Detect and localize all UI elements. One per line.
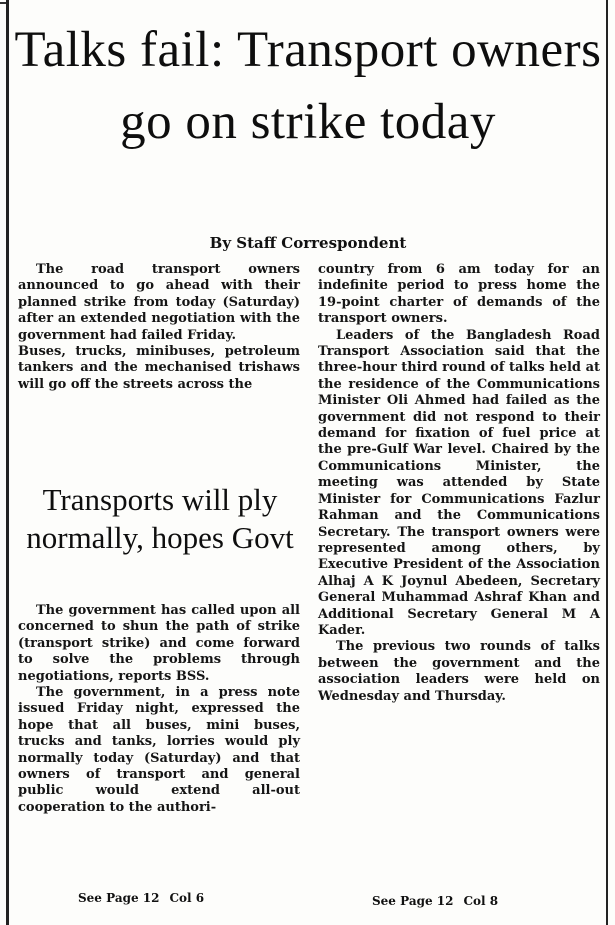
main-story-paragraph: The previous two rounds of talks between the government and the association leaders were held on Wednesday and Thursday. xyxy=(318,639,600,704)
jump-page-text: See Page 12 xyxy=(372,894,454,908)
main-story-paragraph: country from 6 am today for an indefinite period to press home the 19-point charter of demands of the transport owners. xyxy=(318,262,600,327)
byline: By Staff Correspondent xyxy=(209,234,407,252)
main-story-paragraph: The road transport owners announced to go ahead with their planned strike from today (Saturday) after an extended negotiation with the government had failed Friday. xyxy=(18,262,300,343)
main-headline: Talks fail: Transport owners go on strike today xyxy=(14,22,602,150)
side-story-continuation xyxy=(78,890,204,906)
side-story-headline: Transports will ply normally, hopes Govt xyxy=(26,482,294,555)
jump-page-text: See Page 12 xyxy=(78,891,160,905)
main-story-paragraph: Leaders of the Bangladesh Road Transport Association said that the three-hour third round of talks held at the residence of the Communications Minister Oli Ahmed had failed as the government did not respond to their demand for fixation of fuel price at the pre-Gulf War level. Chaired by the Communications Minister, the meeting was attended by State Minister for Communications Fazlur Rahman and the Communications Secretary. The transport owners were represented among others, by Executive President of the Association Alhaj A K Joynul Abedeen, Secretary General Muhammad Ashraf Khan and Additional Secretary General M A Kader. xyxy=(318,327,600,638)
jump-column-text: Col 8 xyxy=(463,894,499,908)
main-story-left-column xyxy=(18,262,300,393)
jump-column-text: Col 6 xyxy=(169,891,205,905)
side-story-paragraph: The government, in a press note issued Friday night, expressed the hope that all buses, mini buses, trucks and tanks, lorries would ply normally today (Saturday) and that owners of transport and general public would extend all-out cooperation to the authori- xyxy=(18,685,300,815)
left-column-rule xyxy=(6,0,9,925)
side-story-paragraph: The government has called upon all concerned to shun the path of strike (transport strike) and come forward to solve the problems through negotiations, reports BSS. xyxy=(18,603,300,684)
main-story-continuation xyxy=(372,893,498,909)
right-column-rule xyxy=(606,0,608,925)
top-left-rule xyxy=(0,2,6,4)
side-story-column xyxy=(18,603,300,816)
main-story-right-column xyxy=(318,262,600,705)
main-story-paragraph: Buses, trucks, minibuses, petroleum tankers and the mechanised trishaws will go off the streets across the xyxy=(18,344,300,392)
